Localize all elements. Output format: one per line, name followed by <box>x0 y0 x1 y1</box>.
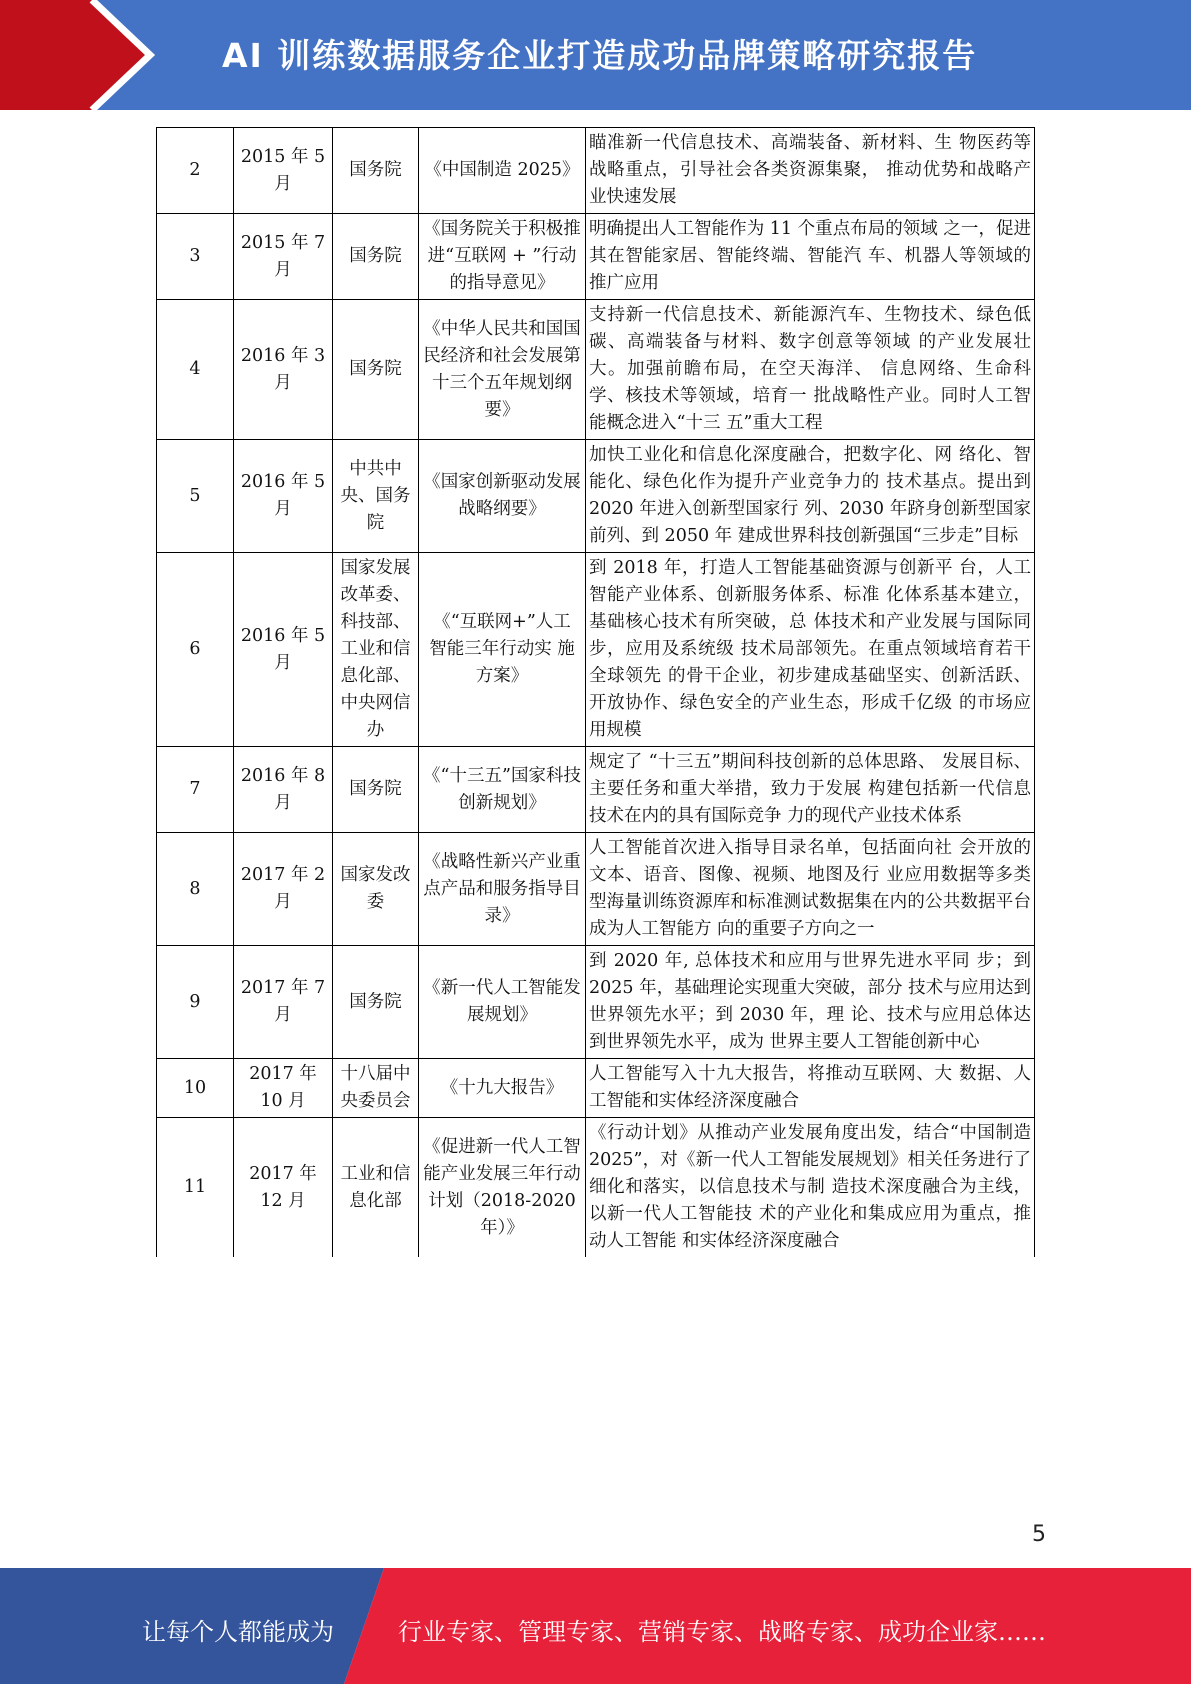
issue-date: 2017 年 10 月 <box>234 1059 333 1118</box>
page-footer <box>0 1568 1191 1684</box>
issue-date: 2016 年 3 月 <box>234 300 333 440</box>
table-row <box>157 946 1035 1059</box>
policy-content: 到 2018 年，打造人工智能基础资源与创新平 台，人工智能产业体系、创新服务体系、标准 化体系基本建立，基础核心技术有所突破，总 体技术和产业发展与国际同步，应用及系统级 技术局部领先。在重点领域培育若干全球领先 的骨干企业，初步建成基础坚实、创新活跃、 开放协作、绿色安全的产业生态，形成千亿级 的市场应用规模 <box>586 553 1035 747</box>
row-number: 2 <box>157 128 234 214</box>
table-row <box>157 1059 1035 1118</box>
issue-date: 2017 年 12 月 <box>234 1118 333 1258</box>
row-number: 8 <box>157 833 234 946</box>
policy-document: 《十九大报告》 <box>419 1059 586 1118</box>
table-row <box>157 833 1035 946</box>
policy-content: 规定了 “十三五”期间科技创新的总体思路、 发展目标、主要任务和重大举措，致力于发展 构建包括新一代信息技术在内的具有国际竞争 力的现代产业技术体系 <box>586 747 1035 833</box>
policy-content: 瞄准新一代信息技术、高端装备、新材料、生 物医药等战略重点，引导社会各类资源集聚， 推动优势和战略产业快速发展 <box>586 128 1035 214</box>
table-row <box>157 440 1035 553</box>
issuing-authority: 国务院 <box>333 214 419 300</box>
policy-content: 到 2020 年, 总体技术和应用与世界先进水平同 步；到 2025 年，基础理论实现重大突破，部分 技术与应用达到世界领先水平；到 2030 年，理 论、技术与应用总体达到世界领先水平，成为 世界主要人工智能创新中心 <box>586 946 1035 1059</box>
policy-document: 《新一代人工智能发展规划》 <box>419 946 586 1059</box>
policy-document: 《中华人民共和国国民经济和社会发展第十三个五年规划纲要》 <box>419 300 586 440</box>
issuing-authority: 工业和信息化部 <box>333 1118 419 1258</box>
policy-document: 《中国制造 2025》 <box>419 128 586 214</box>
row-number: 3 <box>157 214 234 300</box>
policy-document: 《国务院关于积极推进“互联网 + ”行动的指导意见》 <box>419 214 586 300</box>
issuing-authority: 国务院 <box>333 747 419 833</box>
table-row <box>157 747 1035 833</box>
policy-document: 《“互联网+”人工 智能三年行动实 施方案》 <box>419 553 586 747</box>
policy-content: 人工智能首次进入指导目录名单，包括面向社 会开放的文本、语音、图像、视频、地图及行 业应用数据等多类型海量训练资源库和标准测试数据集在内的公共数据平台成为人工智能方 向的重要子方向之一 <box>586 833 1035 946</box>
table-row <box>157 128 1035 214</box>
issuing-authority: 国家发展改革委、科技部、工业和信息化部、中央网信办 <box>333 553 419 747</box>
row-number: 6 <box>157 553 234 747</box>
page-number: 5 <box>1032 1522 1046 1547</box>
issuing-authority: 国家发改委 <box>333 833 419 946</box>
row-number: 9 <box>157 946 234 1059</box>
policy-content: 人工智能写入十九大报告，将推动互联网、大 数据、人工智能和实体经济深度融合 <box>586 1059 1035 1118</box>
issue-date: 2015 年 7 月 <box>234 214 333 300</box>
issuing-authority: 十八届中央委员会 <box>333 1059 419 1118</box>
policy-content: 支持新一代信息技术、新能源汽车、生物技术、绿色低碳、高端装备与材料、数字创意等领域 的产业发展壮大。加强前瞻布局，在空天海洋、 信息网络、生命科学、核技术等领域，培育一 批战略性产业。同时人工智能概念进入“十三 五”重大工程 <box>586 300 1035 440</box>
table-row <box>157 1118 1035 1258</box>
issue-date: 2015 年 5 月 <box>234 128 333 214</box>
policy-document: 《“十三五”国家科技创新规划》 <box>419 747 586 833</box>
footer-slogan-left: 让每个人都能成为 <box>142 1618 334 1646</box>
policy-document: 《国家创新驱动发展战略纲要》 <box>419 440 586 553</box>
row-number: 4 <box>157 300 234 440</box>
policy-table-body <box>157 128 1035 1258</box>
policy-content: 明确提出人工智能作为 11 个重点布局的领域 之一，促进其在智能家居、智能终端、智能汽 车、机器人等领域的推广应用 <box>586 214 1035 300</box>
policy-document: 《战略性新兴产业重点产品和服务指导目录》 <box>419 833 586 946</box>
policy-content: 加快工业化和信息化深度融合，把数字化、网 络化、智能化、绿色化作为提升产业竞争力的 技术基点。提出到 2020 年进入创新型国家行 列、2030 年跻身创新型国家前列、到 2050 年 建成世界科技创新强国“三步走”目标 <box>586 440 1035 553</box>
issuing-authority: 中共中央、国务院 <box>333 440 419 553</box>
row-number: 10 <box>157 1059 234 1118</box>
issue-date: 2016 年 5 月 <box>234 553 333 747</box>
table-row <box>157 300 1035 440</box>
issuing-authority: 国务院 <box>333 300 419 440</box>
policy-document: 《促进新一代人工智能产业发展三年行动计划（2018-2020 年）》 <box>419 1118 586 1258</box>
row-number: 5 <box>157 440 234 553</box>
issuing-authority: 国务院 <box>333 128 419 214</box>
issue-date: 2017 年 7 月 <box>234 946 333 1059</box>
issue-date: 2017 年 2 月 <box>234 833 333 946</box>
row-number: 11 <box>157 1118 234 1258</box>
footer-slogan-right: 行业专家、管理专家、营销专家、战略专家、成功企业家…… <box>398 1618 1046 1646</box>
table-row <box>157 214 1035 300</box>
issuing-authority: 国务院 <box>333 946 419 1059</box>
page-header <box>0 0 1191 110</box>
table-row <box>157 553 1035 747</box>
policy-table <box>156 127 1035 1257</box>
report-title: AI 训练数据服务企业打造成功品牌策略研究报告 <box>222 36 978 75</box>
issue-date: 2016 年 8 月 <box>234 747 333 833</box>
issue-date: 2016 年 5 月 <box>234 440 333 553</box>
row-number: 7 <box>157 747 234 833</box>
policy-content: 《行动计划》从推动产业发展角度出发，结合“中国制造 2025”，对《新一代人工智能发展规划》相关任务进行了细化和落实，以信息技术与制 造技术深度融合为主线，以新一代人工智能技 术的产业化和集成应用为重点，推动人工智能 和实体经济深度融合 <box>586 1118 1035 1258</box>
